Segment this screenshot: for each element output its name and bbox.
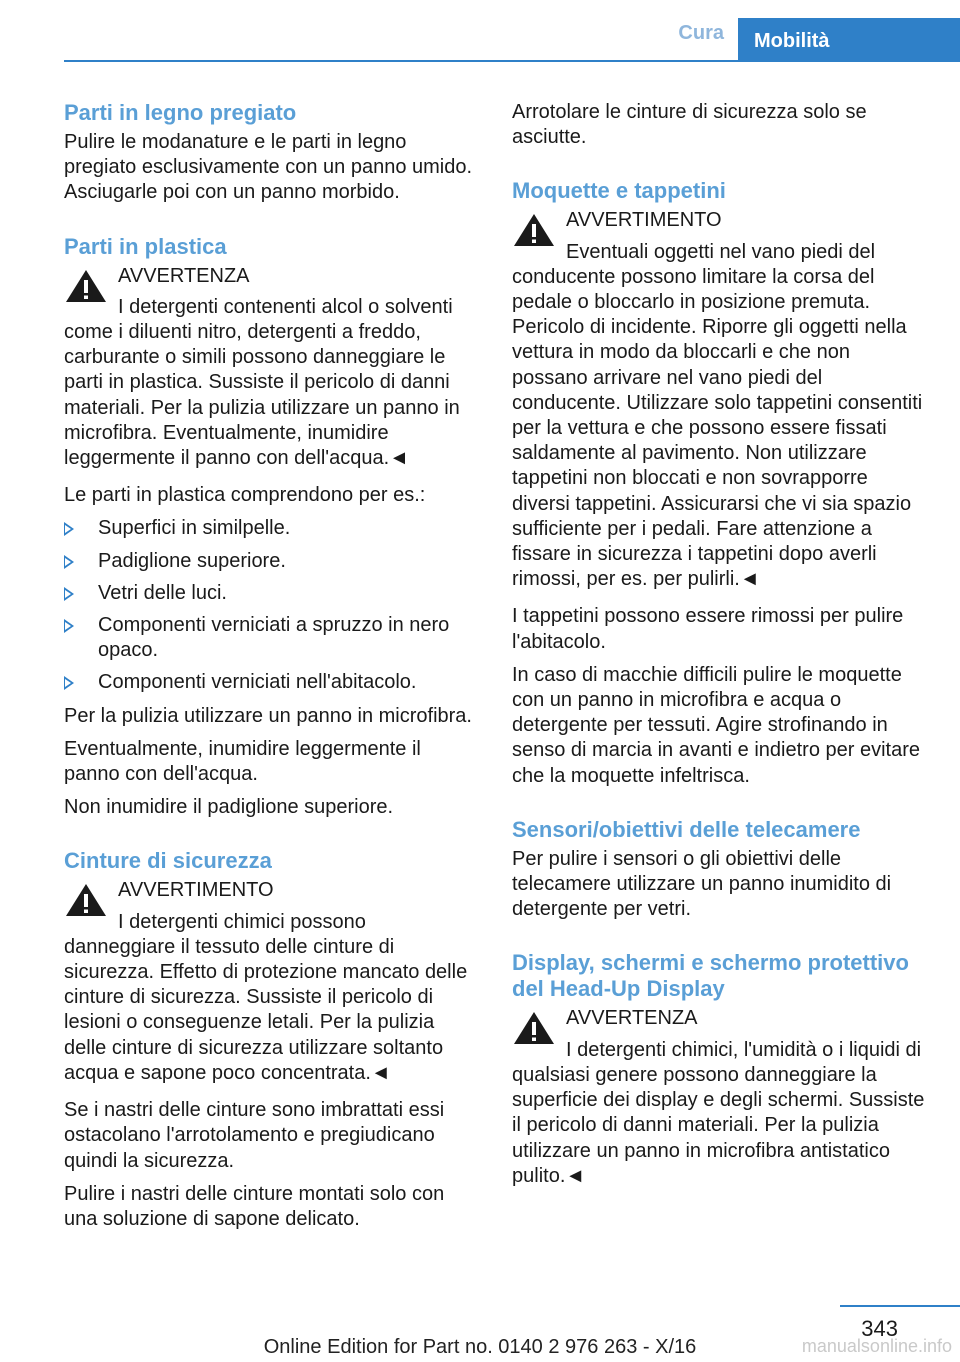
right-column bbox=[512, 100, 926, 1201]
paragraph: In caso di macchie difficili pulire le moquette con un panno in microfibra e acqua o detergente per tessuti. Agire strofinando in senso di marcia in avanti e indietro per evitare che la moquette infeltrisca. bbox=[512, 663, 920, 787]
paragraph: Per pulire i sensori o gli obiettivi delle telecamere utilizzare un panno inumidito di detergente per vetri. bbox=[512, 847, 892, 921]
triangle-bullet-icon bbox=[64, 555, 74, 569]
warning-box bbox=[64, 264, 482, 472]
footer-rule bbox=[840, 1305, 960, 1307]
section-heading-cinture: Cinture di sicurezza bbox=[64, 848, 272, 874]
page-number: 343 bbox=[861, 1316, 898, 1341]
section-heading-moquette: Moquette e tappetini bbox=[512, 178, 726, 204]
paragraph: I tappetini possono essere rimossi per pulire l'abitacolo. bbox=[512, 605, 904, 653]
warning-icon bbox=[512, 212, 556, 248]
list-item: Padiglione superiore. bbox=[64, 549, 482, 574]
triangle-bullet-icon bbox=[64, 522, 74, 536]
warning-text: I detergenti contenenti alcol o solventi come i diluenti nitro, detergenti a freddo, carburante o simili possono danneggiare le parti in plastica. Sussiste il pericolo di danni materiali. Per la pulizia utilizzare un panno in microfibra. Eventualmente, inumidire leggermente il panno con dell'acqua.◄ bbox=[64, 295, 460, 470]
warning-box bbox=[512, 1006, 926, 1188]
paragraph: Pulire le modanature e le parti in legno pregiato esclusivamente con un panno umido. Asciugarle poi con un panno morbido. bbox=[64, 131, 473, 204]
paragraph: Se i nastri delle cinture sono imbrattati essi ostacolano l'arrotolamento e pregiudicano quindi la sicurezza. bbox=[64, 1099, 445, 1172]
warning-box bbox=[512, 208, 926, 592]
left-column bbox=[64, 100, 482, 1240]
warning-title: AVVERTIMENTO bbox=[566, 209, 722, 232]
warning-box bbox=[64, 878, 482, 1086]
section-heading-plastica: Parti in plastica bbox=[64, 233, 227, 259]
list-item: Componenti verniciati nell'abitacolo. bbox=[64, 670, 482, 695]
paragraph: Arrotolare le cinture di sicurezza solo se asciutte. bbox=[512, 101, 867, 149]
warning-icon bbox=[64, 882, 108, 918]
paragraph: Non inumidire il padiglione superiore. bbox=[64, 796, 394, 819]
warning-text: I detergenti chimici, l'umidità o i liquidi di qualsiasi genere possono danneggiare la superficie dei display e degli schermi. Sussiste il pericolo di danni materiali. Per la pulizia utilizzare un panno in microfibra antistatico pulito.◄ bbox=[512, 1038, 925, 1187]
warning-icon bbox=[512, 1010, 556, 1046]
warning-title: AVVERTENZA bbox=[118, 264, 250, 287]
warning-title: AVVERTENZA bbox=[566, 1007, 698, 1030]
paragraph: Eventualmente, inumidire leggermente il panno con dell'acqua. bbox=[64, 737, 421, 786]
warning-text: I detergenti chimici possono danneggiare il tessuto delle cinture di sicurezza. Effetto di protezione mancato delle cinture di sicurezza. Sussiste il pericolo di lesioni o conseguenze letali. Per la pulizia delle cinture di sicurezza utilizzare soltanto acqua e sapone poco concentrata.◄ bbox=[64, 910, 468, 1084]
list-item: Vetri delle luci. bbox=[64, 581, 482, 606]
tab-mobilita[interactable]: Mobilità bbox=[738, 18, 960, 62]
warning-text: Eventuali oggetti nel vano piedi del conducente possono limitare la corsa del pedale o bloccarlo in posizione premuta. Pericolo di incidente. Riporre gli oggetti nella vettura in modo da bloccarli e che non possano arrivare nel vano piedi del conducente. Utilizzare solo tappetini consentiti per la vettura e che possono essere fissati saldamente al pavimento. Non utilizzare tappetini non bloccati e non sovrapporre diversi tappetini. Assicurarsi che vi sia spazio sufficiente per i pedali. Fare attenzione a fissare in sicurezza i tappetini dopo averli rimossi, per es. per pulirli.◄ bbox=[512, 240, 923, 591]
paragraph: Per la pulizia utilizzare un panno in microfibra. bbox=[64, 704, 472, 727]
section-heading-legno: Parti in legno pregiato bbox=[64, 100, 297, 125]
triangle-bullet-icon bbox=[64, 619, 74, 633]
triangle-bullet-icon bbox=[64, 676, 74, 690]
section-heading-display: Display, schermi e schermo protettivo del Head-Up Display bbox=[512, 950, 909, 1002]
paragraph: Pulire i nastri delle cinture montati solo con una soluzione di sapone delicato. bbox=[64, 1182, 445, 1230]
list-item: Componenti verniciati a spruzzo in nero opaco. bbox=[64, 613, 482, 663]
bullet-list bbox=[64, 516, 482, 695]
section-heading-sensori: Sensori/obiettivi delle telecamere bbox=[512, 816, 861, 842]
watermark: manualsonline.info bbox=[801, 1336, 952, 1356]
tab-cura[interactable]: Cura bbox=[678, 22, 724, 44]
warning-title: AVVERTIMENTO bbox=[118, 879, 274, 902]
paragraph: Le parti in plastica comprendono per es.: bbox=[64, 484, 426, 507]
edition-footer: Online Edition for Part no. 0140 2 976 263 - X/16 bbox=[263, 1336, 697, 1358]
warning-icon bbox=[64, 268, 108, 304]
triangle-bullet-icon bbox=[64, 587, 74, 601]
list-item: Superfici in similpelle. bbox=[64, 516, 482, 541]
